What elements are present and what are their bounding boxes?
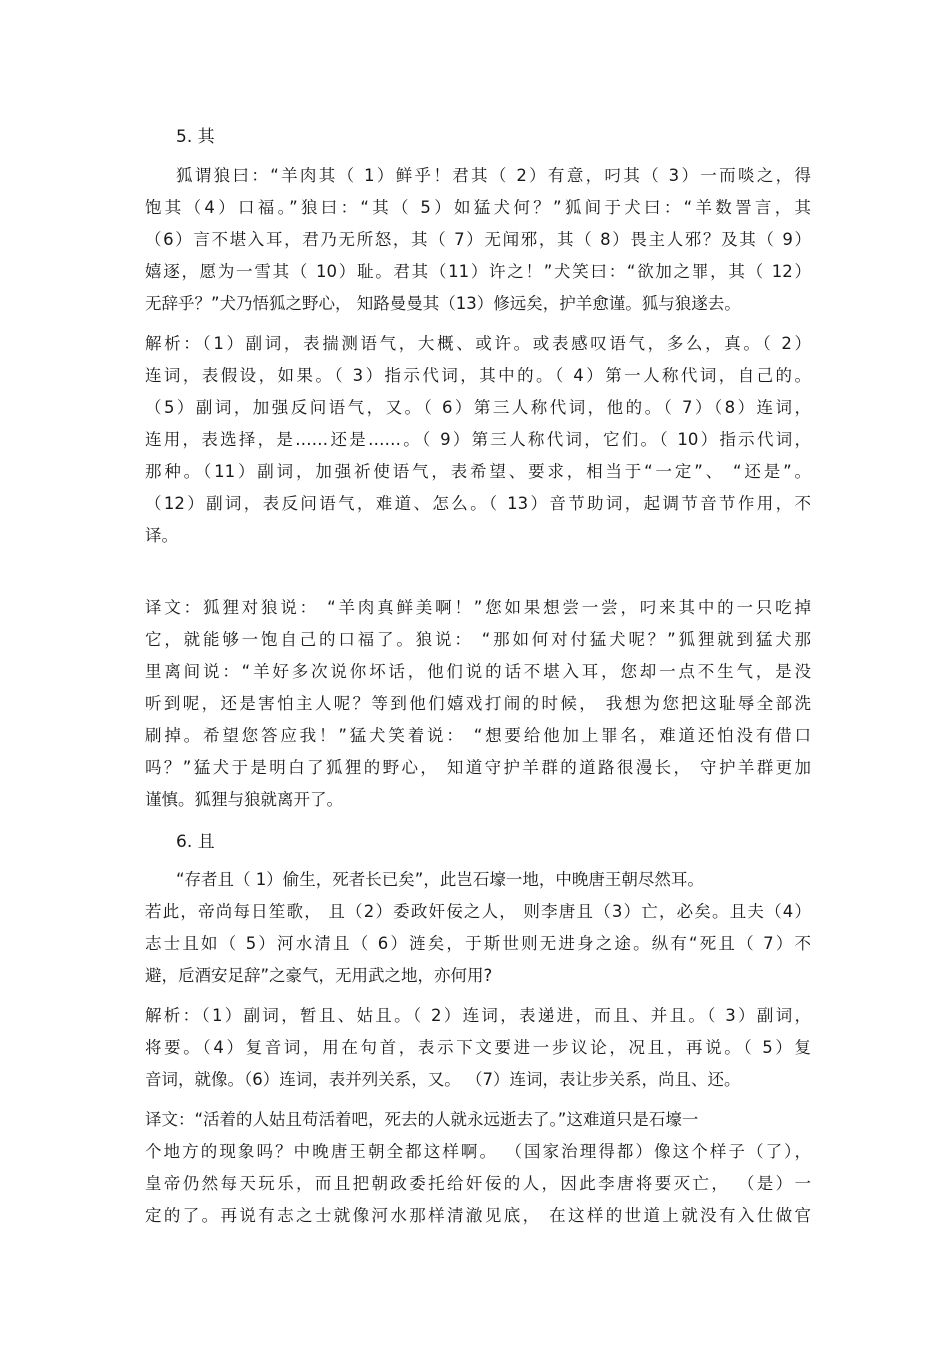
translation-line: 刷掉。希望您答应我！”猛犬笑着说： “想要给他加上罪名，难道还怕没有借口	[145, 726, 811, 745]
analysis-line: 连词，表假设，如果。（ 3）指示代词，其中的。（ 4）第一人称代词，自己的。	[145, 366, 811, 385]
passage-line: 饱其（4）口福。”狼曰：“其（ 5）如猛犬何？”狐间于犬曰：“羊数詈言，其	[145, 198, 811, 217]
analysis-line: （5）副词，加强反问语气，又。（ 6）第三人称代词，他的。（ 7）（8）连词，	[145, 398, 811, 417]
translation-line: 个地方的现象吗？中晚唐王朝全都这样啊。 （国家治理得都）像这个样子（了），	[145, 1142, 811, 1161]
section-6-passage	[145, 864, 811, 992]
analysis-line: 将要。（4）复音词，用在句首，表示下文要进一步议论，况且，再说。（ 5）复	[145, 1038, 811, 1057]
passage-line: （6）言不堪入耳，君乃无所怒，其（ 7）无闻邪，其（ 8）畏主人邪？及其（ 9）	[145, 230, 811, 249]
translation-line: 译文：狐狸对狼说： “羊肉真鲜美啊！”您如果想尝一尝，叼来其中的一只吃掉	[145, 598, 811, 617]
translation-line: 听到呢，还是害怕主人呢？等到他们嬉戏打闹的时候， 我想为您把这耻辱全部洗	[145, 694, 811, 713]
section-6-translation	[145, 1104, 811, 1232]
section-5-analysis	[145, 328, 811, 552]
analysis-line: 连用，表选择，是……还是……。（ 9）第三人称代词，它们。（ 10）指示代词，	[145, 430, 811, 449]
section-5-translation	[145, 592, 811, 816]
analysis-line: 解析：（1）副词，表揣测语气，大概、或许。或表感叹语气，多么，真。（ 2）	[145, 334, 811, 353]
analysis-line: 音词，就像。（6）连词，表并列关系，又。 （7）连词，表让步关系，尚且、还。	[145, 1070, 741, 1089]
analysis-line: 那种。（11）副词，加强祈使语气，表希望、要求，相当于“一定”、 “还是”。	[145, 462, 811, 481]
translation-line: 皇帝仍然每天玩乐，而且把朝政委托给奸佞的人，因此李唐将要灭亡， （是）一	[145, 1174, 811, 1193]
analysis-line: 解析：（1）副词，暂且、姑且。（ 2）连词，表递进，而且、并且。（ 3）副词，	[145, 1006, 811, 1025]
passage-line: “存者且（ 1）偷生，死者长已矣”，此岂石壕一地，中晚唐王朝尽然耳。	[176, 870, 704, 889]
section-6-analysis	[145, 1000, 811, 1096]
passage-line: 若此，帝尚每日笙歌， 且（2）委政奸佞之人， 则李唐且（3）亡，必矣。且夫（4）	[145, 902, 811, 921]
section-5-passage	[145, 160, 811, 320]
analysis-line: （12）副词，表反问语气，难道、怎么。（ 13）音节助词，起调节音节作用，不	[145, 494, 811, 513]
passage-line: 狐谓狼曰：“羊肉其（ 1）鲜乎！君其（ 2）有意，叼其（ 3）一而啖之，得	[176, 166, 811, 185]
section-6-heading: 6. 且	[176, 832, 215, 852]
translation-line: 定的了。再说有志之士就像河水那样清澈见底， 在这样的世道上就没有入仕做官	[145, 1206, 811, 1225]
passage-line: 嬉逐，愿为一雪其（ 10）耻。君其（11）许之！”犬笑曰：“欲加之罪，其（ 12）	[145, 262, 811, 281]
passage-line: 避，卮酒安足辞”之豪气，无用武之地，亦何用?	[145, 966, 493, 985]
translation-line: 谨慎。狐狸与狼就离开了。	[145, 790, 343, 809]
analysis-line: 译。	[145, 526, 178, 545]
translation-line: 吗？”猛犬于是明白了狐狸的野心， 知道守护羊群的道路很漫长， 守护羊群更加	[145, 758, 811, 777]
section-5-heading: 5. 其	[176, 127, 215, 147]
translation-line: 译文：“活着的人姑且苟活着吧，死去的人就永远逝去了。”这难道只是石壕一	[145, 1110, 699, 1129]
translation-line: 它，就能够一饱自己的口福了。狼说： “那如何对付猛犬呢？”狐狸就到猛犬那	[145, 630, 811, 649]
translation-line: 里离间说：“羊好多次说你坏话，他们说的话不堪入耳，您却一点不生气，是没	[145, 662, 811, 681]
passage-line: 无辞乎？”犬乃悟狐之野心， 知路曼曼其（13）修远矣，护羊愈谨。狐与狼遂去。	[145, 294, 741, 313]
passage-line: 志士且如（ 5）河水清且（ 6）涟矣，于斯世则无进身之途。纵有“死且（ 7）不	[145, 934, 811, 953]
